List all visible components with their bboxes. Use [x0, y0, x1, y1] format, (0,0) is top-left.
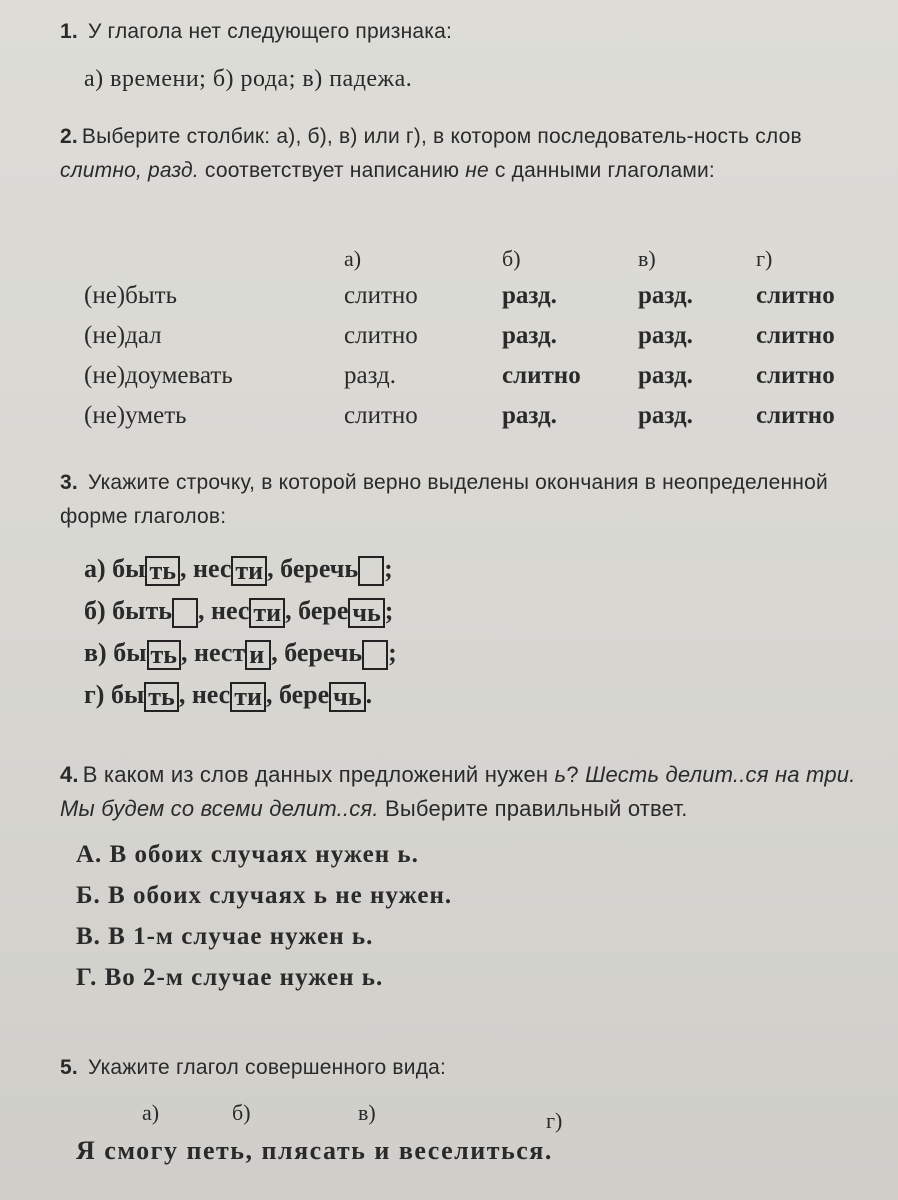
table-cell: разд. [638, 362, 693, 389]
ending-box: ти [230, 682, 266, 712]
letter-label: б) [232, 1100, 251, 1125]
table-cell: разд. [502, 402, 557, 429]
question-text: ? [566, 762, 586, 787]
option-row: г) бы ть , нес ти , бере чь . [84, 680, 373, 712]
word-stem: бере [278, 680, 330, 709]
word-letters [60, 1100, 874, 1136]
table-header-row [84, 242, 876, 276]
ending-box: чь [348, 598, 384, 628]
table-row [84, 276, 876, 316]
answer-option: В. В 1-м случае нужен ь. [76, 923, 374, 950]
question-text: У глагола нет следующего признака: [87, 20, 453, 43]
ending-box: ть [145, 556, 180, 586]
column-header: в) [638, 246, 656, 271]
word-stem: бере [298, 596, 349, 625]
table-cell: слитно [344, 322, 418, 349]
option-label: б) [84, 596, 106, 625]
table-cell: слитно [756, 282, 835, 309]
question-1 [60, 16, 874, 93]
word-stem: нес [193, 554, 232, 583]
answer-options: а) времени; б) рода; в) падежа. [84, 66, 413, 92]
table-cell: разд. [502, 282, 557, 309]
question-text: Укажите глагол совершенного вида: [87, 1056, 447, 1079]
table-cell: разд. [638, 402, 693, 429]
word-stem: нес [211, 596, 250, 625]
word-stem: бы [113, 638, 147, 667]
question-number: 3. [60, 471, 78, 494]
table-cell: слитно [344, 282, 418, 309]
answer-option: А. В обоих случаях нужен ь. [76, 841, 419, 868]
ending-box: ти [249, 598, 285, 628]
word-stem: нест [194, 638, 246, 667]
option-label: в) [84, 638, 107, 667]
verb-cell: (не)уметь [84, 402, 187, 429]
punctuation: ; [388, 638, 397, 667]
question-4 [60, 758, 874, 998]
option-row: а) бы ть , нес ти , беречь ; [84, 554, 393, 586]
punctuation: ; [384, 554, 393, 583]
question-text-italic: слитно, разд. [60, 159, 199, 182]
answer-options [60, 548, 874, 716]
table-cell: разд. [638, 322, 693, 349]
table-row [84, 356, 876, 396]
option-label: а) [84, 554, 106, 583]
ending-box [172, 598, 198, 628]
ending-box: ти [231, 556, 267, 586]
word-stem: беречь [280, 554, 359, 583]
example-sentences: Шесть делит..ся на три. Мы будем со всеми делит..ся. [60, 762, 856, 821]
question-number: 1. [60, 20, 78, 43]
table-cell: слитно [756, 322, 835, 349]
answer-option: Г. Во 2-м случае нужен ь. [76, 964, 384, 991]
word-stem: бы [112, 554, 146, 583]
question-text: В каком из слов данных предложений нужен [82, 762, 555, 787]
table-row [84, 316, 876, 356]
punctuation: ; [384, 596, 394, 625]
ending-box: ть [144, 682, 179, 712]
column-header: а) [344, 246, 362, 271]
verb-cell: (не)дал [84, 322, 162, 349]
word-stem: беречь [284, 638, 363, 667]
sentence: Я смогу петь, плясать и веселиться. [76, 1136, 553, 1165]
ending-box: и [245, 640, 271, 670]
ending-box: ть [147, 640, 182, 670]
table-cell: слитно [344, 402, 418, 429]
letter-label: в) [358, 1100, 376, 1125]
ending-box [358, 556, 384, 586]
question-2 [60, 120, 874, 188]
option-row: в) бы ть , нест и , беречь ; [84, 638, 397, 670]
answer-options [60, 834, 874, 998]
option-row: б) быть , нес ти , бере чь ; [84, 596, 394, 628]
soft-sign: ь [554, 762, 567, 787]
answer-table [84, 242, 876, 436]
table-cell: разд. [344, 362, 396, 389]
word-stem: нес [191, 680, 231, 709]
question-5 [60, 1052, 874, 1166]
table-cell: слитно [756, 362, 835, 389]
word-stem: быть [112, 596, 172, 625]
ending-box: чь [329, 682, 365, 712]
table-cell: разд. [638, 282, 693, 309]
verb-cell: (не)быть [84, 282, 177, 309]
ending-box [362, 640, 388, 670]
column-header: г) [756, 246, 773, 271]
question-number: 4. [60, 762, 79, 787]
question-text: соответствует написанию [198, 159, 466, 182]
question-number: 5. [60, 1056, 78, 1079]
question-text-italic: не [465, 159, 489, 182]
question-text: Выберите столбик: а), б), в) или г), в котором последователь-ность слов [81, 125, 802, 148]
question-3 [60, 466, 874, 716]
letter-label: г) [546, 1108, 563, 1133]
table-cell: разд. [502, 322, 557, 349]
letter-label: а) [142, 1100, 160, 1125]
verb-cell: (не)доумевать [84, 362, 233, 389]
answer-option: Б. В обоих случаях ь не нужен. [76, 882, 453, 909]
table-row [84, 396, 876, 436]
question-text: Выберите правильный ответ. [378, 796, 688, 821]
column-header: б) [502, 246, 521, 271]
punctuation: . [365, 680, 373, 709]
question-text: с данными глаголами: [488, 159, 715, 182]
option-label: г) [84, 680, 105, 709]
question-number: 2. [60, 125, 78, 148]
question-text: Укажите строчку, в которой верно выделены окончания в неопределенной форме глаголов: [60, 471, 828, 528]
table-cell: слитно [502, 362, 581, 389]
word-stem: бы [110, 680, 145, 709]
table-cell: слитно [756, 402, 835, 429]
